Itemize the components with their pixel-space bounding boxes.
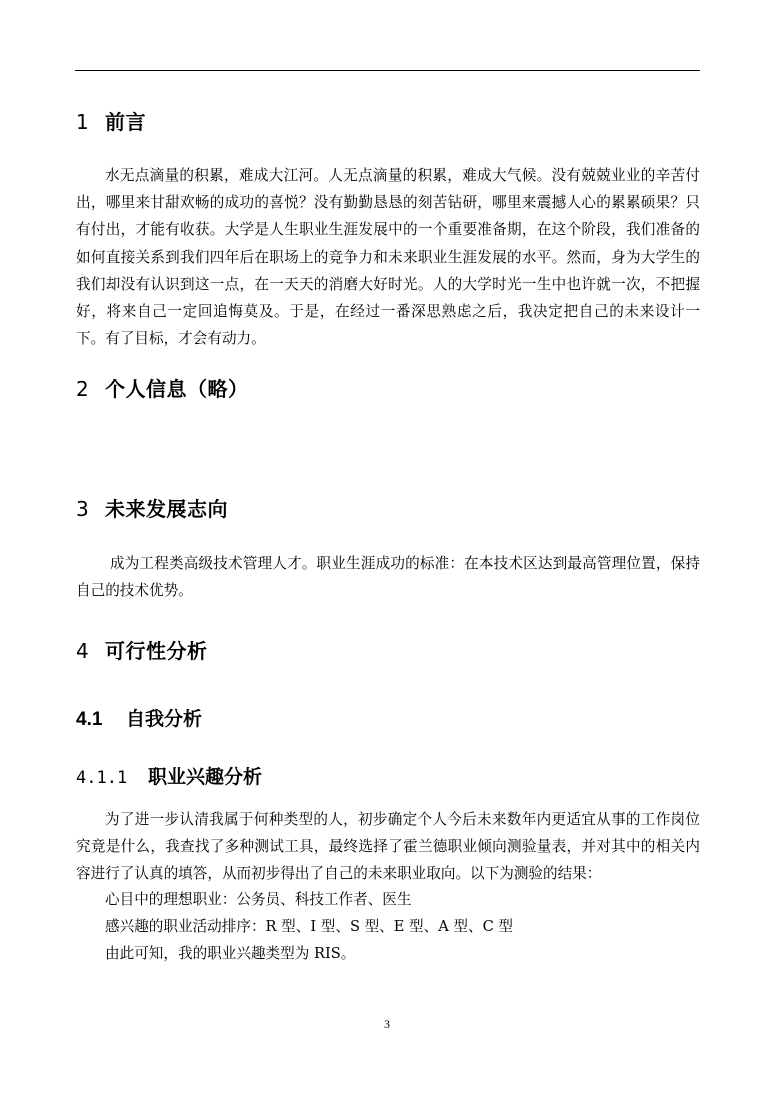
section-heading-1	[76, 106, 146, 135]
intro-paragraph: 水无点滴量的积累，难成大江河。人无点滴量的积累，难成大气候。没有兢兢业业的辛苦付出，哪里来甘甜欢畅的成功的喜悦？没有勤勤恳恳的刻苦钻研，哪里来震撼人心的累累硕果？只有付出，才能有收获。大学是人生职业生涯发展中的一个重要准备期，在这个阶段，我们准备的如何直接关系到我们四年后在职场上的竞争力和未来职业生涯发展的水平。然而，身为大学生的我们却没有认识到这一点，在一天天的消磨大好时光。人的大学时光一生中也许就一次，不把握好，将来自己一定回追悔莫及。于是，在经过一番深思熟虑之后，我决定把自己的未来设计一下。有了目标，才会有动力。	[76, 167, 700, 348]
section-number: 4	[76, 639, 90, 663]
section-heading-4	[76, 635, 208, 664]
conclusion-line: 由此可知，我的职业兴趣类型为 RIS。	[105, 945, 356, 962]
section-number: 4.1.1	[76, 768, 128, 788]
subsection-heading-4-1	[76, 704, 202, 731]
section-title: 自我分析	[126, 708, 203, 730]
section-number: 3	[76, 497, 90, 521]
page-number: 3	[384, 1017, 390, 1031]
section-number: 1	[76, 110, 90, 134]
section-number: 2	[76, 377, 90, 401]
ideal-career-line: 心目中的理想职业：公务员、科技工作者、医生	[105, 891, 412, 908]
section-title: 前言	[105, 110, 146, 134]
goal-paragraph: 成为工程类高级技术管理人才。职业生涯成功的标准：在本技术区达到最高管理位置，保持自己的技术优势。	[76, 555, 700, 600]
section-heading-3	[76, 493, 228, 522]
section-number: 4.1	[76, 709, 103, 730]
section-title: 未来发展志向	[105, 497, 228, 521]
section-title: 个人信息（略）	[105, 377, 249, 401]
section-heading-2	[76, 373, 249, 402]
interest-paragraph: 为了进一步认清我属于何种类型的人，初步确定个人今后未来数年内更适宜从事的工作岗位究竟是什么，我查找了多种测试工具，最终选择了霍兰德职业倾向测验量表，并对其中的相关内容进行了认真的填答，从而初步得出了自己的未来职业取向。以下为测验的结果：	[76, 811, 700, 883]
subsection-heading-4-1-1	[76, 762, 262, 789]
activity-ranking-line: 感兴趣的职业活动排序：R 型、I 型、S 型、E 型、A 型、C 型	[105, 918, 514, 935]
section-title: 职业兴趣分析	[148, 766, 263, 788]
header-rule	[75, 70, 700, 71]
section-title: 可行性分析	[105, 639, 208, 663]
